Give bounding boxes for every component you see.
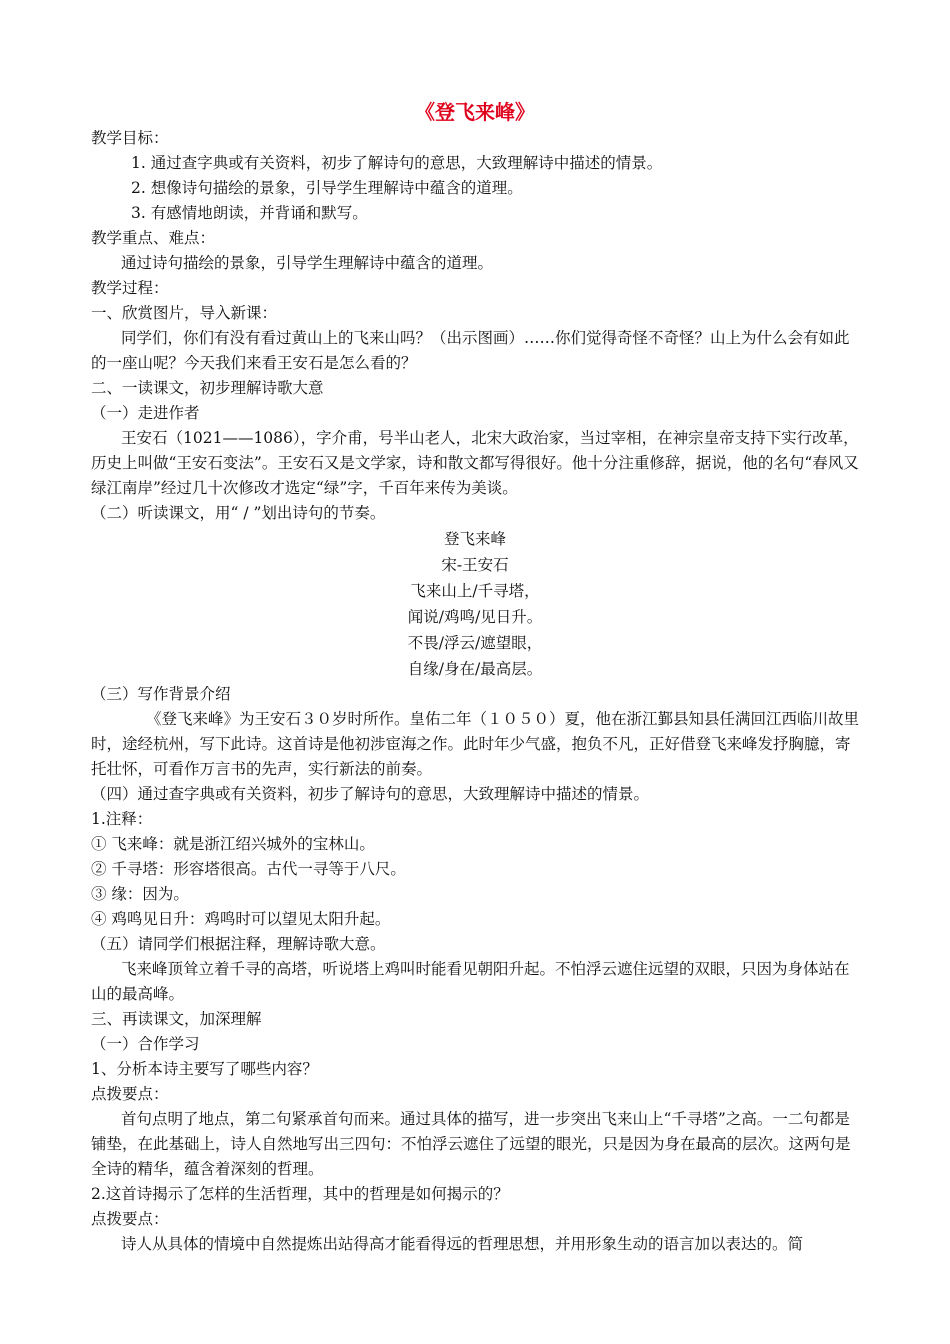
note-item: ① 飞来峰：就是浙江绍兴城外的宝林山。 [91,835,375,853]
document-body [91,126,859,1257]
paragraph: 王安石（1021——1086），字介甫，号半山老人，北宋大政治家，当过宰相，在神宗皇帝支持下实行改革，历史上叫做“王安石变法”。王安石又是文学家，诗和散文都写得很好。他十分注重修辞，据说，他的名句“春风又绿江南岸”经过几十次修改才选定“绿”字，千百年来传为美谈。 [91,429,859,497]
note-item: ② 千寻塔：形容塔很高。古代一寻等于八尺。 [91,860,406,878]
note-item: ④ 鸡鸣见日升：鸡鸣时可以望见太阳升起。 [91,910,391,928]
goal-item: 1. 通过查字典或有关资料，初步了解诗句的意思，大致理解诗中描述的情景。 [131,154,663,172]
poem-block [91,526,859,682]
paragraph: 同学们，你们有没有看过黄山上的飞来山吗？（出示图画）……你们觉得奇怪不奇怪？山上为什么会有如此的一座山呢？今天我们来看王安石是怎么看的？ [91,329,850,372]
paragraph: 诗人从具体的情境中自然提炼出站得高才能看得远的哲理思想，并用形象生动的语言加以表达的。简 [121,1235,804,1253]
notes-heading: 1.注释： [91,810,153,828]
goals-heading: 教学目标： [91,129,169,147]
section-heading: 三、再读课文，加深理解 [91,1010,262,1028]
goal-item: 3. 有感情地朗读，并背诵和默写。 [131,204,368,222]
poem-line: 闻说/鸡鸣/见日升。 [407,608,543,626]
subsection-heading: （一）合作学习 [91,1035,200,1053]
key-points-heading: 教学重点、难点： [91,229,216,247]
subsection-heading: （五）请同学们根据注释，理解诗歌大意。 [91,935,386,953]
paragraph: 飞来峰顶耸立着千寻的高塔，听说塔上鸡叫时能看见朝阳升起。不怕浮云遮住远望的双眼，只因为身体站在山的最高峰。 [91,960,850,1003]
key-label: 点拨要点： [91,1085,169,1103]
subsection-heading: （四）通过查字典或有关资料，初步了解诗句的意思，大致理解诗中描述的情景。 [91,785,650,803]
subsection-heading: （三）写作背景介绍 [91,685,231,703]
key-label: 点拨要点： [91,1210,169,1228]
document-title: 《登飞来峰》 [415,100,535,124]
poem-line: 飞来山上/千寻塔， [410,582,540,600]
goal-item: 2. 想像诗句描绘的景象，引导学生理解诗中蕴含的道理。 [131,179,523,197]
process-heading: 教学过程： [91,279,169,297]
poem-title: 登飞来峰 [443,530,506,548]
note-item: ③ 缘：因为。 [91,885,189,903]
key-point-text: 通过诗句描绘的景象，引导学生理解诗中蕴含的道理。 [121,254,494,272]
paragraph: 《登飞来峰》为王安石３０岁时所作。皇佑二年（１０５０）夏，他在浙江鄞县知县任满回江西临川故里时，途经杭州，写下此诗。这首诗是他初涉宦海之作。此时年少气盛，抱负不凡，正好借登飞来峰发抒胸臆，寄托壮怀，可看作万言书的先声，实行新法的前奏。 [91,710,860,778]
poem-line: 自缘/身在/最高层。 [407,660,543,678]
subsection-heading: （二）听读课文，用“ / ”划出诗句的节奏。 [91,504,386,522]
paragraph: 首句点明了地点，第二句紧承首句而来。通过具体的描写，进一步突出飞来山上“千寻塔”之高。一二句都是铺垫，在此基础上，诗人自然地写出三四句：不怕浮云遮住了远望的眼光，只是因为身在最高的层次。这两句是全诗的精华，蕴含着深刻的哲理。 [91,1110,851,1178]
section-heading: 一、欣赏图片，导入新课： [91,304,278,322]
poem-line: 不畏/浮云/遮望眼， [407,634,543,652]
question: 1、分析本诗主要写了哪些内容？ [91,1060,318,1078]
question: 2.这首诗揭示了怎样的生活哲理，其中的哲理是如何揭示的？ [91,1185,509,1203]
poem-author: 宋-王安石 [441,556,509,574]
section-heading: 二、一读课文，初步理解诗歌大意 [91,379,324,397]
subsection-heading: （一）走进作者 [91,404,200,422]
